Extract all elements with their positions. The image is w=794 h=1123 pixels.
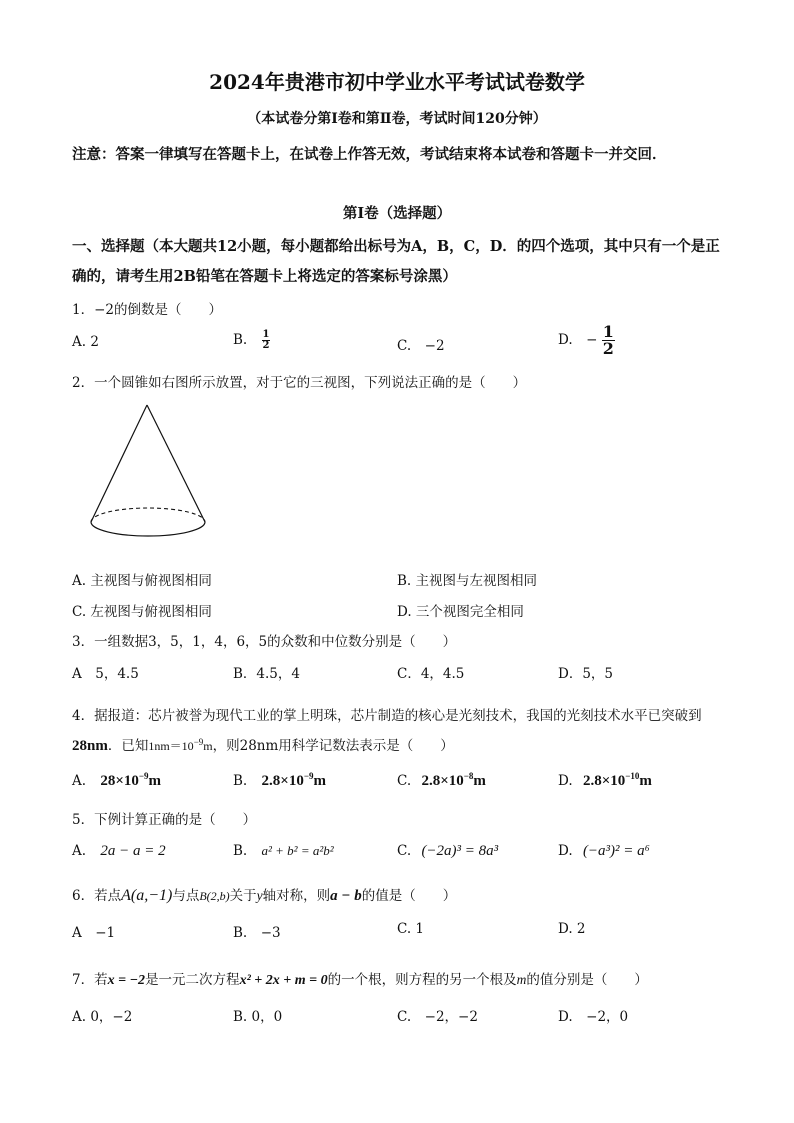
question-3-option-b: B．4.5，4 [233, 666, 300, 682]
value-28nm: 28nm [72, 738, 108, 754]
relation-unit: m [203, 739, 213, 753]
question-1-option-d [558, 324, 615, 357]
question-6-option-a: A −1 [72, 925, 116, 941]
expression [100, 773, 161, 789]
question-7-option-b: B. 0，0 [233, 1009, 283, 1025]
question-5-option-c [397, 843, 498, 860]
question-7-stem [72, 968, 648, 989]
option-label: B. [233, 773, 248, 789]
expression [583, 773, 652, 789]
question-3-option-d: D．5，5 [558, 666, 614, 682]
question-2-stem: 2．一个圆锥如右图所示放置，对于它的三视图，下列说法正确的是（ ） [72, 375, 527, 391]
exam-subtitle: （本试卷分第Ⅰ卷和第Ⅱ卷，考试时间120分钟） [247, 111, 547, 127]
question-4-option-b [233, 771, 326, 790]
cone-left-edge [91, 405, 147, 522]
variable-m: m [516, 972, 527, 987]
text: 轴对称，则 [262, 888, 331, 904]
question-2-option-b: B. 主视图与左视图相同 [397, 573, 538, 589]
option-label: B. [233, 843, 248, 859]
cone-base-back [91, 508, 205, 522]
expr-unit: m [313, 773, 326, 789]
question-5-stem: 5．下例计算正确的是（ ） [72, 812, 257, 828]
expression [262, 773, 326, 789]
question-5-option-b [233, 843, 334, 859]
question-4-option-c [397, 771, 486, 790]
fraction [602, 324, 615, 357]
relation-base: 1nm＝10 [148, 739, 194, 753]
option-label: D. − [558, 332, 598, 348]
question-5-option-a [72, 843, 166, 860]
root-expression: x = −2 [107, 973, 146, 988]
question-3-option-c: C．4，4.5 [397, 666, 465, 682]
expression: 2a − a = 2 [100, 843, 166, 859]
question-6-option-c: C. 1 [397, 921, 425, 937]
expr-unit: m [148, 773, 162, 789]
expr-base: 2.8×10 [421, 773, 464, 789]
question-3-stem: 3．一组数据3，5，1，4，6，5的众数和中位数分别是（ ） [72, 634, 457, 650]
fraction-denominator: 2 [262, 340, 270, 351]
point-b: B(2,b) [199, 889, 230, 903]
expr-exponent: −9 [138, 771, 149, 781]
question-7-option-a: A. 0，−2 [72, 1009, 133, 1025]
expr-unit: m [473, 773, 486, 789]
cone-base-front [91, 522, 205, 536]
question-2-option-a: A. 主视图与俯视图相同 [72, 573, 212, 589]
option-label: C. [397, 773, 412, 789]
text: ．已知 [107, 738, 149, 754]
expression: a − b [330, 888, 362, 904]
option-label: A. [72, 843, 87, 859]
question-6-option-b: B. −3 [233, 925, 281, 941]
question-7-option-d: D. −2，0 [558, 1009, 629, 1025]
cone-right-edge [147, 405, 205, 522]
question-4-option-a [72, 771, 161, 790]
question-6-stem [72, 884, 456, 905]
text: 是一元二次方程 [145, 972, 240, 988]
text: 7．若 [72, 972, 108, 988]
expr-unit: m [639, 773, 652, 789]
question-1-stem: 1．−2的倒数是（ ） [72, 302, 222, 318]
unit-relation [148, 739, 212, 753]
option-label: D. [558, 773, 573, 789]
part1-title: 第Ⅰ卷（选择题） [342, 205, 452, 222]
expression: (−2a)³ = 8a³ [421, 843, 499, 859]
text: 的值是（ ） [361, 888, 457, 904]
exam-notice: 注意：答案一律填写在答题卡上，在试卷上作答无效，考试结束将本试卷和答题卡一并交回． [72, 146, 667, 163]
exam-title: 2024年贵港市初中学业水平考试试卷数学 [209, 70, 585, 94]
question-4-option-d [558, 771, 652, 790]
option-label: B. [233, 332, 248, 348]
text: 与点 [172, 888, 200, 904]
fraction [262, 330, 271, 351]
expr-exponent: −10 [625, 771, 640, 781]
option-label: A. [72, 773, 87, 789]
expr-exponent: −9 [303, 771, 314, 781]
question-2-option-c: C. 左视图与俯视图相同 [72, 604, 212, 620]
relation-exponent: −9 [193, 737, 204, 747]
question-3-option-a: A 5，4.5 [72, 666, 139, 682]
text: ，则28nm用科学记数法表示是（ ） [212, 738, 454, 754]
axis-y: y [256, 888, 263, 903]
expr-exponent: −8 [463, 771, 474, 781]
expr-base: 2.8×10 [582, 773, 626, 789]
point-a: A(a,−1) [121, 887, 173, 904]
expression: (−a³)² = a⁶ [582, 843, 650, 859]
fraction-numerator: 1 [262, 329, 270, 340]
expr-base: 28×10 [100, 773, 139, 789]
section1-instructions: 一、选择题（本大题共12小题，每小题都给出标号为A，B，C，D．的四个选项，其中只有一个是正确的，请考生用2B铅笔在答题卡上将选定的答案标号涂黑） [72, 238, 720, 285]
question-5-option-d [558, 843, 650, 860]
question-7-option-c: C. −2，−2 [397, 1009, 478, 1025]
question-2-option-d: D. 三个视图完全相同 [397, 604, 524, 620]
question-1-option-b [233, 330, 270, 351]
equation: x² + 2x + m = 0 [239, 973, 328, 988]
expression: a² + b² = a²b² [261, 843, 334, 858]
option-label: C. [397, 843, 412, 859]
fraction-numerator: 1 [602, 322, 614, 341]
cone-figure [88, 400, 218, 542]
question-1-option-c: C. −2 [397, 338, 445, 354]
expression [421, 773, 485, 789]
expr-base: 2.8×10 [261, 773, 304, 789]
fraction-denominator: 2 [602, 339, 614, 358]
question-4-stem-line2 [72, 734, 454, 755]
text: 的值分别是（ ） [526, 972, 648, 988]
question-6-option-d: D. 2 [558, 921, 586, 937]
option-label: D. [558, 843, 573, 859]
text: 6．若点 [72, 888, 122, 904]
question-4-stem-line1: 4．据报道：芯片被誉为现代工业的掌上明珠，芯片制造的核心是光刻技术，我国的光刻技术水平已突破到 [72, 708, 702, 724]
text: 的一个根，则方程的另一个根及 [327, 972, 517, 988]
question-1-option-a: A. 2 [72, 334, 99, 350]
text: 关于 [229, 888, 257, 904]
